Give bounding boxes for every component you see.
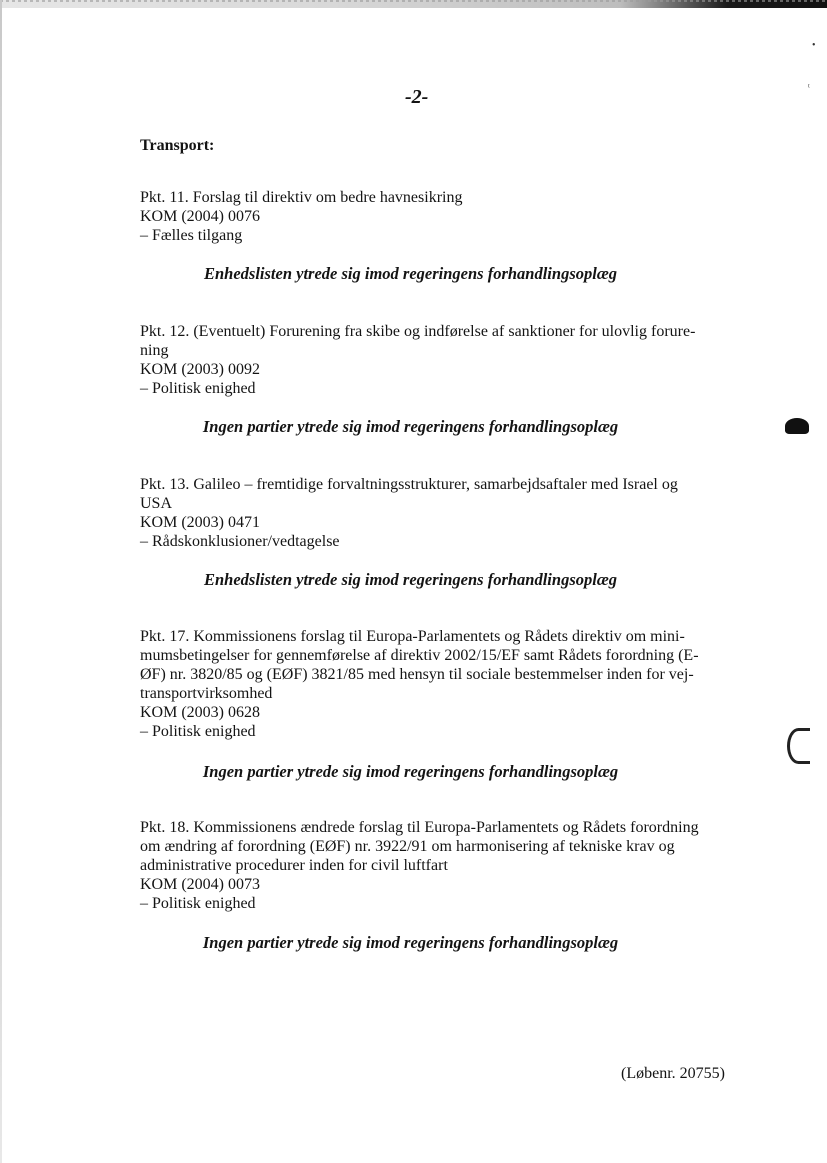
item-line: ning [140,342,169,359]
item-line: om ændring af forordning (EØF) nr. 3922/91 om harmonisering af tekniske krav og [140,838,675,855]
section-heading: Transport: [140,137,215,154]
scan-top-edge [0,0,827,8]
item-verdict [0,264,827,284]
item-line: USA [140,495,173,512]
item-line: Pkt. 17. Kommissionens forslag til Europa-Parlamentets og Rådets direktiv om mini- [140,628,685,645]
item-verdict [0,570,827,590]
item-line: mumsbetingelser for gennemførelse af direktiv 2002/15/EF samt Rådets forordning (E- [140,647,699,664]
verdict-text: Ingen partier ytrede sig imod regeringens forhandlingsoplæg [202,933,619,952]
item-line: Pkt. 12. (Eventuelt) Forurening fra skibe og indførelse af sanktioner for ulovlig forure- [140,323,696,340]
item-line: – Politisk enighed [140,895,256,912]
item-line: Pkt. 13. Galileo – fremtidige forvaltningsstrukturer, samarbejdsaftaler med Israel og [140,476,678,493]
scan-speck: ᵗ [808,82,810,93]
item-line: Pkt. 11. Forslag til direktiv om bedre havnesikring [140,189,463,206]
verdict-text: Ingen partier ytrede sig imod regeringens forhandlingsoplæg [202,417,619,436]
item-line: – Rådskonklusioner/vedtagelse [140,533,340,550]
verdict-text: Ingen partier ytrede sig imod regeringens forhandlingsoplæg [202,762,619,781]
footer-reference: (Løbenr. 20755) [621,1065,725,1082]
page-number: -2- [405,86,429,108]
item-line: KOM (2003) 0092 [140,361,260,378]
item-verdict [0,933,827,953]
item-line: KOM (2004) 0076 [140,208,260,225]
item-line: KOM (2003) 0628 [140,704,260,721]
verdict-text: Enhedslisten ytrede sig imod regeringens forhandlingsoplæg [203,264,617,283]
item-line: KOM (2004) 0073 [140,876,260,893]
item-line: KOM (2003) 0471 [140,514,260,531]
scan-speck: • [812,40,816,51]
verdict-text: Enhedslisten ytrede sig imod regeringens forhandlingsoplæg [203,570,617,589]
scan-blot [785,418,809,434]
item-line: ØF) nr. 3820/85 og (EØF) 3821/85 med hensyn til sociale bestemmelser inden for vej- [140,666,694,683]
item-verdict [0,417,827,437]
item-line: – Politisk enighed [140,380,256,397]
item-line: Pkt. 18. Kommissionens ændrede forslag til Europa-Parlamentets og Rådets forordning [140,819,699,836]
item-line: transportvirksomhed [140,685,273,702]
item-line: – Fælles tilgang [140,227,243,244]
item-verdict [0,762,827,782]
item-line: – Politisk enighed [140,723,256,740]
scan-arc-mark [787,728,810,764]
item-line: administrative procedurer inden for civil luftfart [140,857,448,874]
